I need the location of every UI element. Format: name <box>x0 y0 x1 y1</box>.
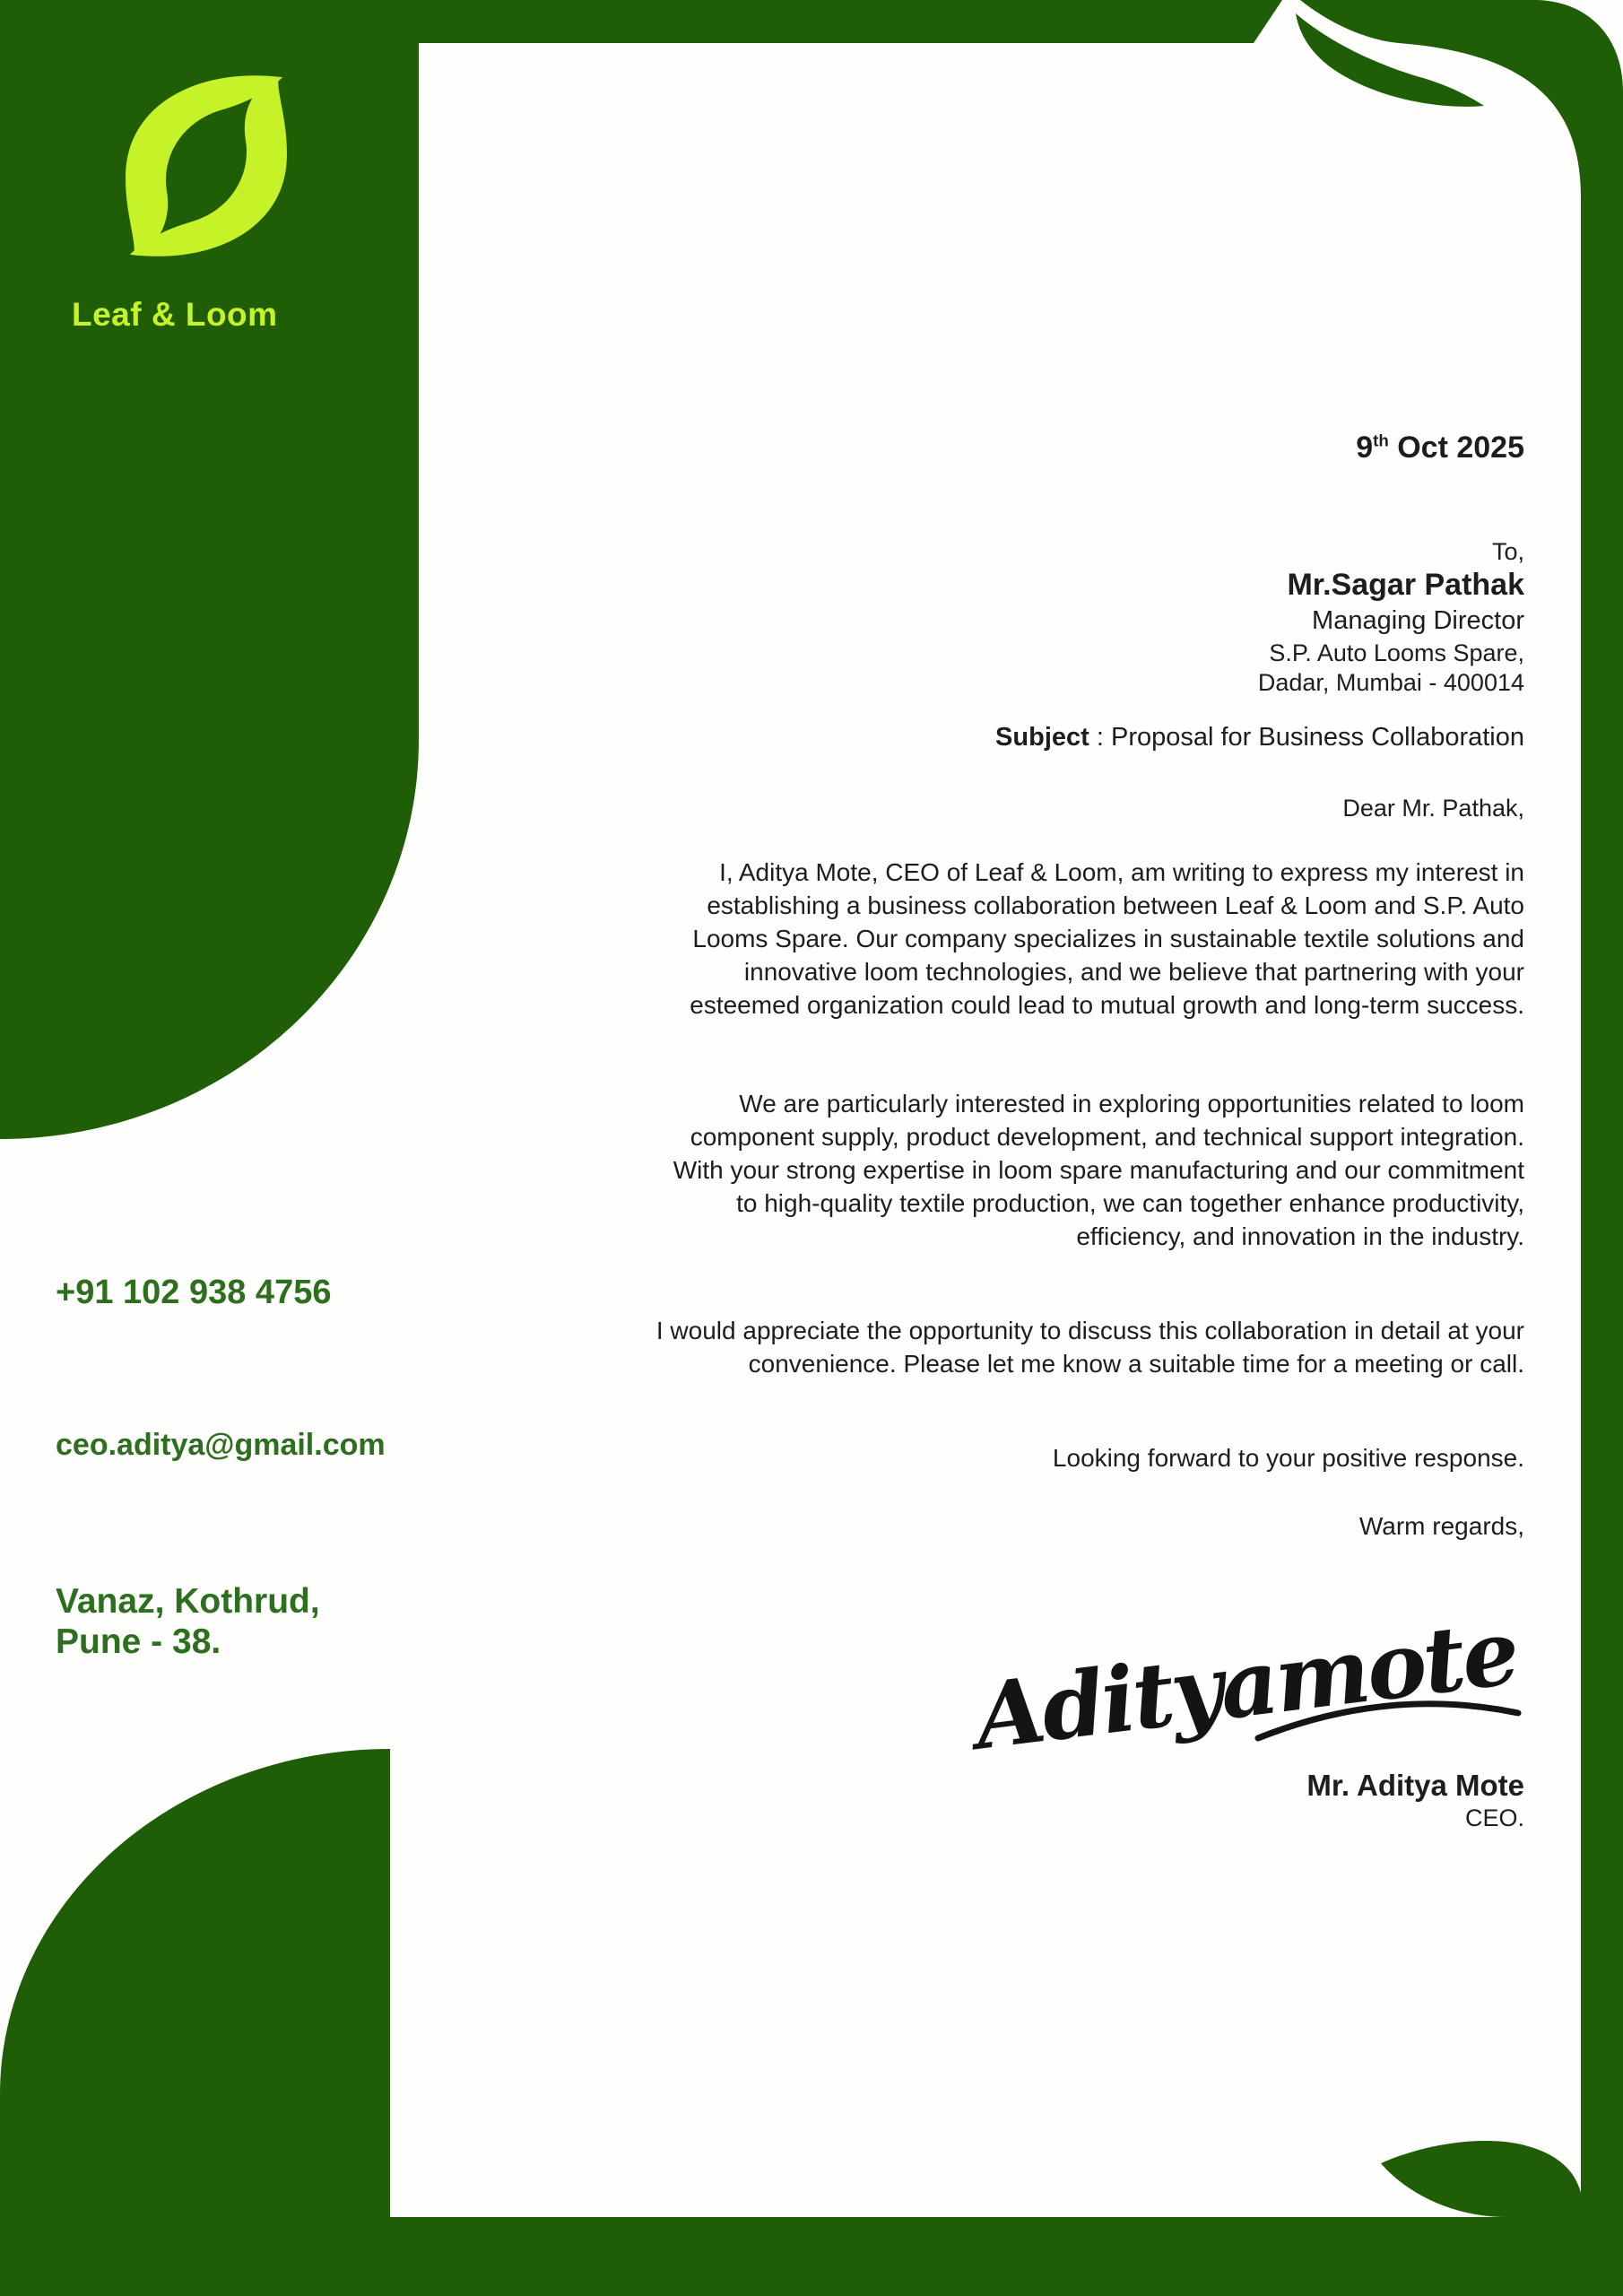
leaf-and-loom-logo-icon <box>103 63 309 269</box>
subject-label: Subject <box>995 723 1089 752</box>
recipient-company: S.P. Auto Looms Spare, <box>1269 639 1524 666</box>
recipient-title: Managing Director <box>1312 606 1524 635</box>
recipient-block <box>1258 536 1524 698</box>
recipient-city: Dadar, Mumbai - 400014 <box>1257 669 1524 696</box>
recipient-name: Mr.Sagar Pathak <box>1287 568 1524 602</box>
closing-line: Looking forward to your positive response. <box>1052 1444 1524 1472</box>
date-ordinal-suffix: th <box>1373 430 1389 450</box>
top-right-corner-leaf-decoration <box>1237 0 1623 269</box>
brand-name: Leaf & Loom <box>72 296 278 333</box>
body-paragraph-3: I would appreciate the opportunity to discuss this collaboration in detail at your convenience. Please let me know a suitable time for a meeting or call. <box>655 1317 1524 1378</box>
subject-text: : Proposal for Business Collaboration <box>1096 723 1524 752</box>
signer-title: CEO. <box>1464 1805 1524 1831</box>
date-day: 9 <box>1356 430 1374 465</box>
contact-phone: +91 102 938 4756 <box>56 1274 332 1311</box>
bottom-left-green-curve <box>0 1749 390 2296</box>
contact-address-line1: Vanaz, Kothrud, <box>56 1582 320 1621</box>
body-paragraph-2: We are particularly interested in exploring opportunities related to loom component supply, product development, and technical support integration. With your strong expertise in loom spare manufacturing and our commitment to high-quality textile production, we can together enhance productivity, efficiency, and innovation in the industry. <box>673 1090 1524 1250</box>
contact-address <box>56 1581 320 1662</box>
bottom-right-corner-leaf-decoration <box>1291 2081 1623 2296</box>
letter-date <box>1356 430 1524 465</box>
right-border-band <box>1581 224 1623 2296</box>
signer-name: Mr. Aditya Mote <box>1306 1769 1524 1802</box>
closing-regards: Warm regards, <box>1358 1512 1524 1540</box>
contact-email: ceo.aditya@gmail.com <box>56 1428 386 1462</box>
contact-address-line2: Pune - 38. <box>56 1622 221 1661</box>
signature-underline-swoosh <box>1254 1692 1523 1747</box>
subject-line <box>995 723 1524 752</box>
letter-salutation: Dear Mr. Pathak, <box>1342 795 1524 822</box>
signature-script: Adityamote <box>968 1598 1523 1770</box>
body-paragraph-1: I, Aditya Mote, CEO of Leaf & Loom, am writing to express my interest in establishing a business collaboration between Leaf & Loom and S.P. Auto Looms Spare. Our company specializes in sustainable textile solutions and innovative loom technologies, and we believe that partnering with your esteemed organization could lead to mutual growth and long-term success. <box>690 858 1524 1019</box>
date-rest: Oct 2025 <box>1397 430 1524 465</box>
recipient-salutation-to: To, <box>1491 538 1524 565</box>
